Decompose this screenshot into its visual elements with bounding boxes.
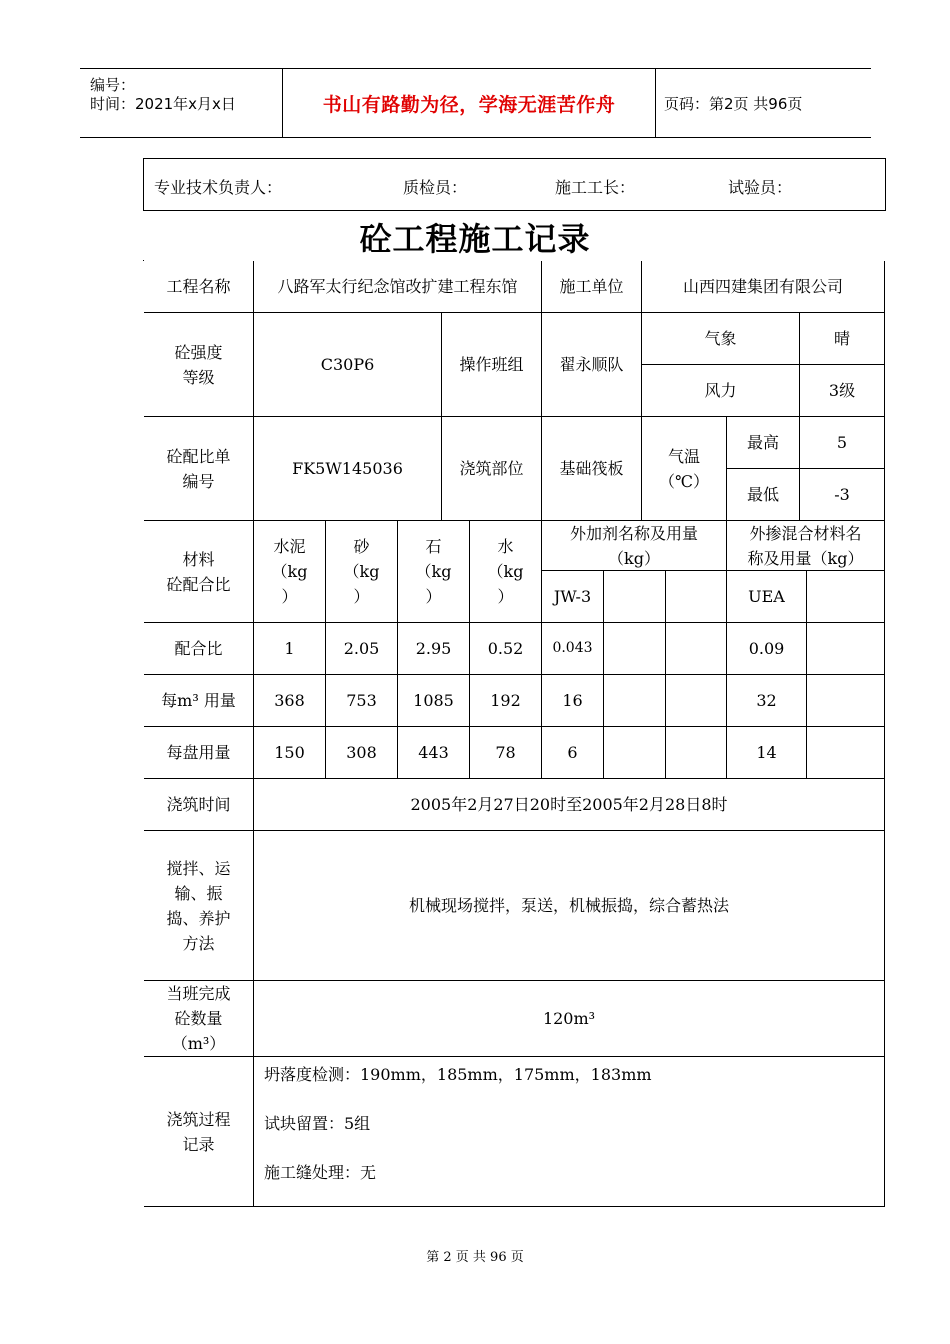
stone-value: 1085 [398, 675, 470, 727]
cement-value: 150 [254, 727, 326, 779]
empty-cell [604, 675, 666, 727]
process-label: 浇筑过程 记录 [144, 1057, 254, 1207]
weather-label: 气象 [642, 313, 800, 365]
stone-value: 443 [398, 727, 470, 779]
pour-time-value: 2005年2月27日20时至2005年2月28日8时 [254, 779, 885, 831]
project-name: 八路军太行纪念馆改扩建工程东馆 [254, 261, 542, 313]
motto: 书山有路勤为径，学海无涯苦作舟 [322, 93, 616, 116]
tech-lead-label: 专业技术负责人： [154, 178, 283, 197]
signature-box [143, 158, 886, 211]
sand-value: 753 [326, 675, 398, 727]
mix-no-label: 砼配比单 编号 [144, 417, 254, 521]
water-value: 78 [470, 727, 542, 779]
sand-value: 2.05 [326, 623, 398, 675]
row-label: 配合比 [144, 623, 254, 675]
additive-empty [807, 571, 885, 623]
wind-label: 风力 [642, 365, 800, 417]
admixture-label: 外加剂名称及用量 （kg） [542, 521, 727, 571]
row-label: 每盘用量 [144, 727, 254, 779]
page-header [80, 68, 871, 138]
inspector-label: 质检员： [403, 178, 468, 197]
specimen-count: 试块留置：5组 [264, 1114, 371, 1133]
admixture-empty-2 [666, 571, 727, 623]
pour-part-value: 基础筏板 [542, 417, 642, 521]
cement-value: 368 [254, 675, 326, 727]
page-code: 页码：第2页 共96页 [664, 94, 803, 113]
time-label: 时间：2021年x月x日 [90, 95, 236, 113]
strength-label: 砼强度 等级 [144, 313, 254, 417]
method-label: 搅拌、运 输、振 捣、养护 方法 [144, 831, 254, 981]
empty-cell [807, 727, 885, 779]
crew-value: 翟永顺队 [542, 313, 642, 417]
temp-low-label: 最低 [727, 469, 800, 521]
concrete-record-table [143, 260, 864, 1182]
pour-part-label: 浇筑部位 [442, 417, 542, 521]
mix-no-value: FK5W145036 [254, 417, 442, 521]
process-record [254, 1057, 885, 1207]
admixture-name: JW-3 [542, 571, 604, 623]
additive-label: 外掺混合材料名 称及用量（kg） [727, 521, 885, 571]
foreman-label: 施工工长： [555, 178, 636, 197]
header-meta [80, 69, 282, 137]
strength-value: C30P6 [254, 313, 442, 417]
temp-label: 气温 （℃） [642, 417, 727, 521]
temp-high-value: 5 [800, 417, 885, 469]
wind-value: 3级 [800, 365, 885, 417]
contractor: 山西四建集团有限公司 [642, 261, 885, 313]
row-label: 每m³ 用量 [144, 675, 254, 727]
water-value: 192 [470, 675, 542, 727]
materials-label: 材料 砼配合比 [144, 521, 254, 623]
water-value: 0.52 [470, 623, 542, 675]
admixture-value: 6 [542, 727, 604, 779]
sand-value: 308 [326, 727, 398, 779]
empty-cell [807, 675, 885, 727]
method-value: 机械现场搅拌，泵送，机械振捣，综合蓄热法 [254, 831, 885, 981]
additive-value: 32 [727, 675, 807, 727]
temp-low-value: -3 [800, 469, 885, 521]
tester-label: 试验员： [728, 178, 793, 197]
empty-cell [666, 727, 727, 779]
temp-high-label: 最高 [727, 417, 800, 469]
additive-value: 0.09 [727, 623, 807, 675]
water-label: 水 （kg ） [470, 521, 542, 623]
empty-cell [666, 675, 727, 727]
contractor-label: 施工单位 [542, 261, 642, 313]
slump-test: 坍落度检测：190mm，185mm，175mm，183mm [264, 1065, 652, 1084]
empty-cell [604, 727, 666, 779]
admixture-empty-1 [604, 571, 666, 623]
stone-value: 2.95 [398, 623, 470, 675]
stone-label: 石 （kg ） [398, 521, 470, 623]
weather-value: 晴 [800, 313, 885, 365]
page-title: 砼工程施工记录 [359, 220, 591, 258]
empty-cell [666, 623, 727, 675]
page-footer: 第 2 页 共 96 页 [426, 1250, 524, 1265]
additive-value: 14 [727, 727, 807, 779]
additive-name: UEA [727, 571, 807, 623]
volume-label: 当班完成 砼数量 （m³） [144, 981, 254, 1057]
empty-cell [604, 623, 666, 675]
cement-value: 1 [254, 623, 326, 675]
project-name-label: 工程名称 [144, 261, 254, 313]
admixture-value: 0.043 [542, 623, 604, 675]
empty-cell [807, 623, 885, 675]
volume-value: 120m³ [254, 981, 885, 1057]
joint-treatment: 施工缝处理：无 [264, 1163, 377, 1182]
crew-label: 操作班组 [442, 313, 542, 417]
cement-label: 水泥 （kg ） [254, 521, 326, 623]
header-motto-cell [282, 69, 656, 137]
sand-label: 砂 （kg ） [326, 521, 398, 623]
serial-label: 编号： [90, 76, 136, 94]
admixture-value: 16 [542, 675, 604, 727]
pour-time-label: 浇筑时间 [144, 779, 254, 831]
